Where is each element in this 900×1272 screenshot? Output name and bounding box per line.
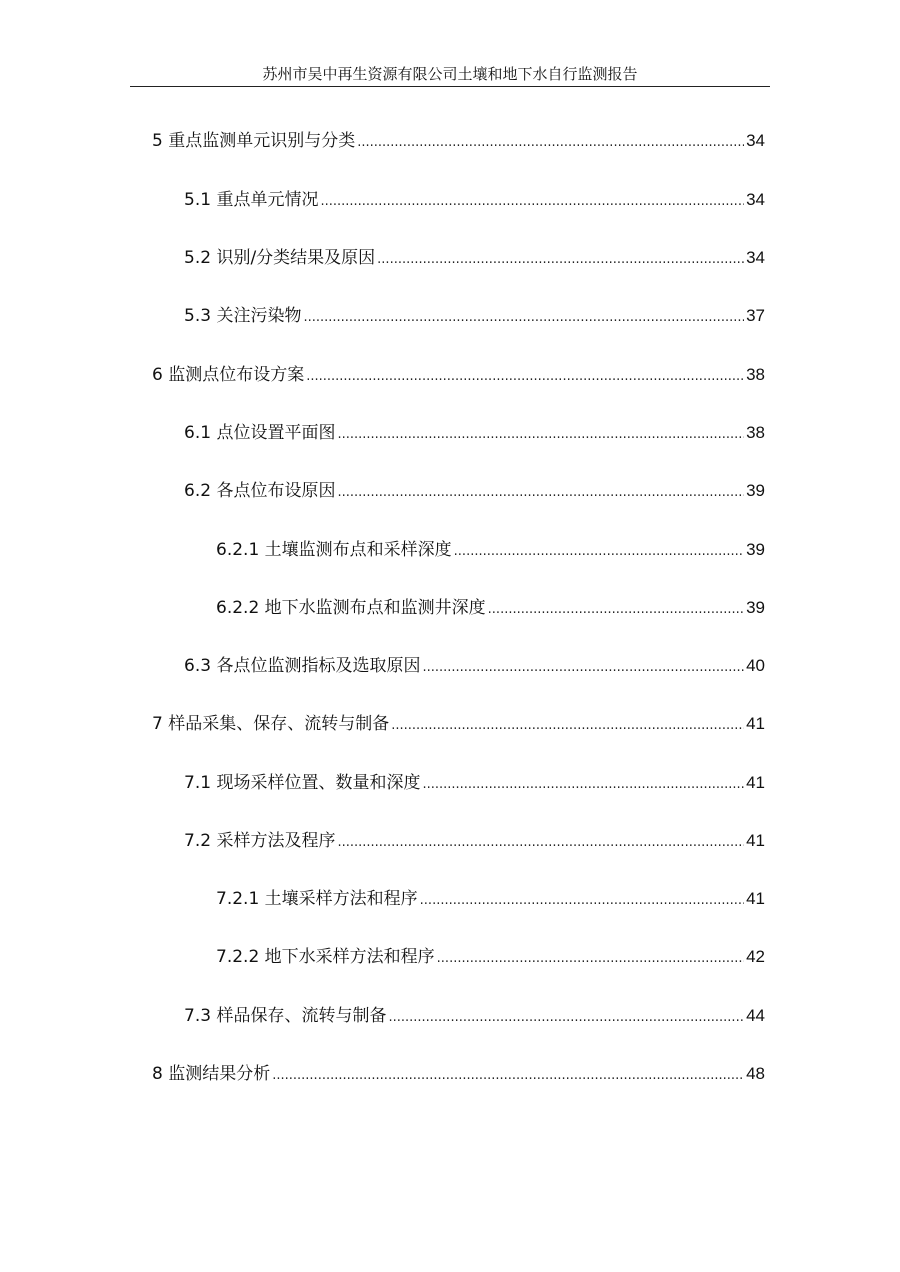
toc-entry-title: 5.1 重点单元情况	[184, 190, 319, 210]
toc-entry[interactable]	[152, 362, 765, 386]
toc-entry-title: 7.2.2 地下水采样方法和程序	[216, 947, 435, 967]
toc-entry-title: 6.1 点位设置平面图	[184, 423, 336, 443]
toc-dot-leader	[454, 543, 744, 561]
toc-page-number: 42	[746, 947, 765, 966]
toc-entry[interactable]	[184, 770, 765, 794]
toc-dot-leader	[272, 1067, 744, 1085]
toc-entry-title: 6.2.2 地下水监测布点和监测井深度	[216, 598, 486, 618]
toc-entry-title: 7.3 样品保存、流转与制备	[184, 1006, 387, 1026]
toc-page-number: 39	[746, 481, 765, 500]
toc-entry-title: 6 监测点位布设方案	[152, 365, 305, 385]
toc-entry[interactable]	[184, 478, 765, 502]
toc-entry[interactable]	[216, 537, 765, 561]
toc-entry[interactable]	[184, 653, 765, 677]
toc-entry-title: 5.2 识别/分类结果及原因	[184, 248, 376, 268]
toc-page-number: 41	[746, 831, 765, 850]
toc-dot-leader	[306, 368, 744, 386]
toc-page-number: 41	[746, 773, 765, 792]
toc-dot-leader	[488, 601, 744, 619]
toc-entry[interactable]	[152, 128, 765, 152]
header-title: 苏州市吴中再生资源有限公司土壤和地下水自行监测报告	[262, 65, 638, 83]
toc-page-number: 41	[746, 889, 765, 908]
toc-dot-leader	[422, 776, 744, 794]
toc-page-number: 34	[746, 190, 765, 209]
toc-entry[interactable]	[216, 944, 765, 968]
toc-page-number: 37	[746, 306, 765, 325]
toc-entry[interactable]	[152, 1061, 765, 1085]
toc-page-number: 38	[746, 365, 765, 384]
toc-entry-title: 5 重点监测单元识别与分类	[152, 131, 356, 151]
toc-page-number: 44	[746, 1006, 765, 1025]
toc-entry[interactable]	[184, 828, 765, 852]
toc-entry-title: 7.2 采样方法及程序	[184, 831, 336, 851]
toc-dot-leader	[377, 251, 744, 269]
toc-page-number: 48	[746, 1064, 765, 1083]
toc-page-number: 39	[746, 540, 765, 559]
toc-dot-leader	[388, 1009, 744, 1027]
toc-entry-title: 8 监测结果分析	[152, 1064, 271, 1084]
toc-entry[interactable]	[184, 303, 765, 327]
toc-entry-title: 6.2 各点位布设原因	[184, 481, 336, 501]
toc-dot-leader	[303, 309, 744, 327]
toc-page-number: 40	[746, 656, 765, 675]
toc-dot-leader	[422, 659, 744, 677]
toc-entry-title: 5.3 关注污染物	[184, 306, 302, 326]
toc-entry[interactable]	[184, 245, 765, 269]
toc-dot-leader	[337, 426, 744, 444]
toc-entry-title: 6.3 各点位监测指标及选取原因	[184, 656, 421, 676]
toc-page-number: 34	[746, 131, 765, 150]
toc-entry-title: 6.2.1 土壤监测布点和采样深度	[216, 540, 452, 560]
toc-entry[interactable]	[184, 1003, 765, 1027]
toc-entry[interactable]	[216, 886, 765, 910]
toc-dot-leader	[337, 484, 744, 502]
toc-entry-title: 7.2.1 土壤采样方法和程序	[216, 889, 418, 909]
toc-entry[interactable]	[216, 595, 765, 619]
toc-entry-title: 7 样品采集、保存、流转与制备	[152, 714, 390, 734]
toc-dot-leader	[357, 134, 744, 152]
toc-page-number: 41	[746, 714, 765, 733]
toc-page-number: 38	[746, 423, 765, 442]
toc-page-number: 34	[746, 248, 765, 267]
toc-entry-title: 7.1 现场采样位置、数量和深度	[184, 773, 421, 793]
toc-dot-leader	[420, 892, 744, 910]
toc-entry[interactable]	[152, 711, 765, 735]
toc-dot-leader	[391, 717, 744, 735]
toc-dot-leader	[437, 950, 744, 968]
toc-entry[interactable]	[184, 420, 765, 444]
toc-dot-leader	[337, 834, 744, 852]
toc-entry[interactable]	[184, 187, 765, 211]
toc-dot-leader	[320, 193, 744, 211]
toc-page-number: 39	[746, 598, 765, 617]
